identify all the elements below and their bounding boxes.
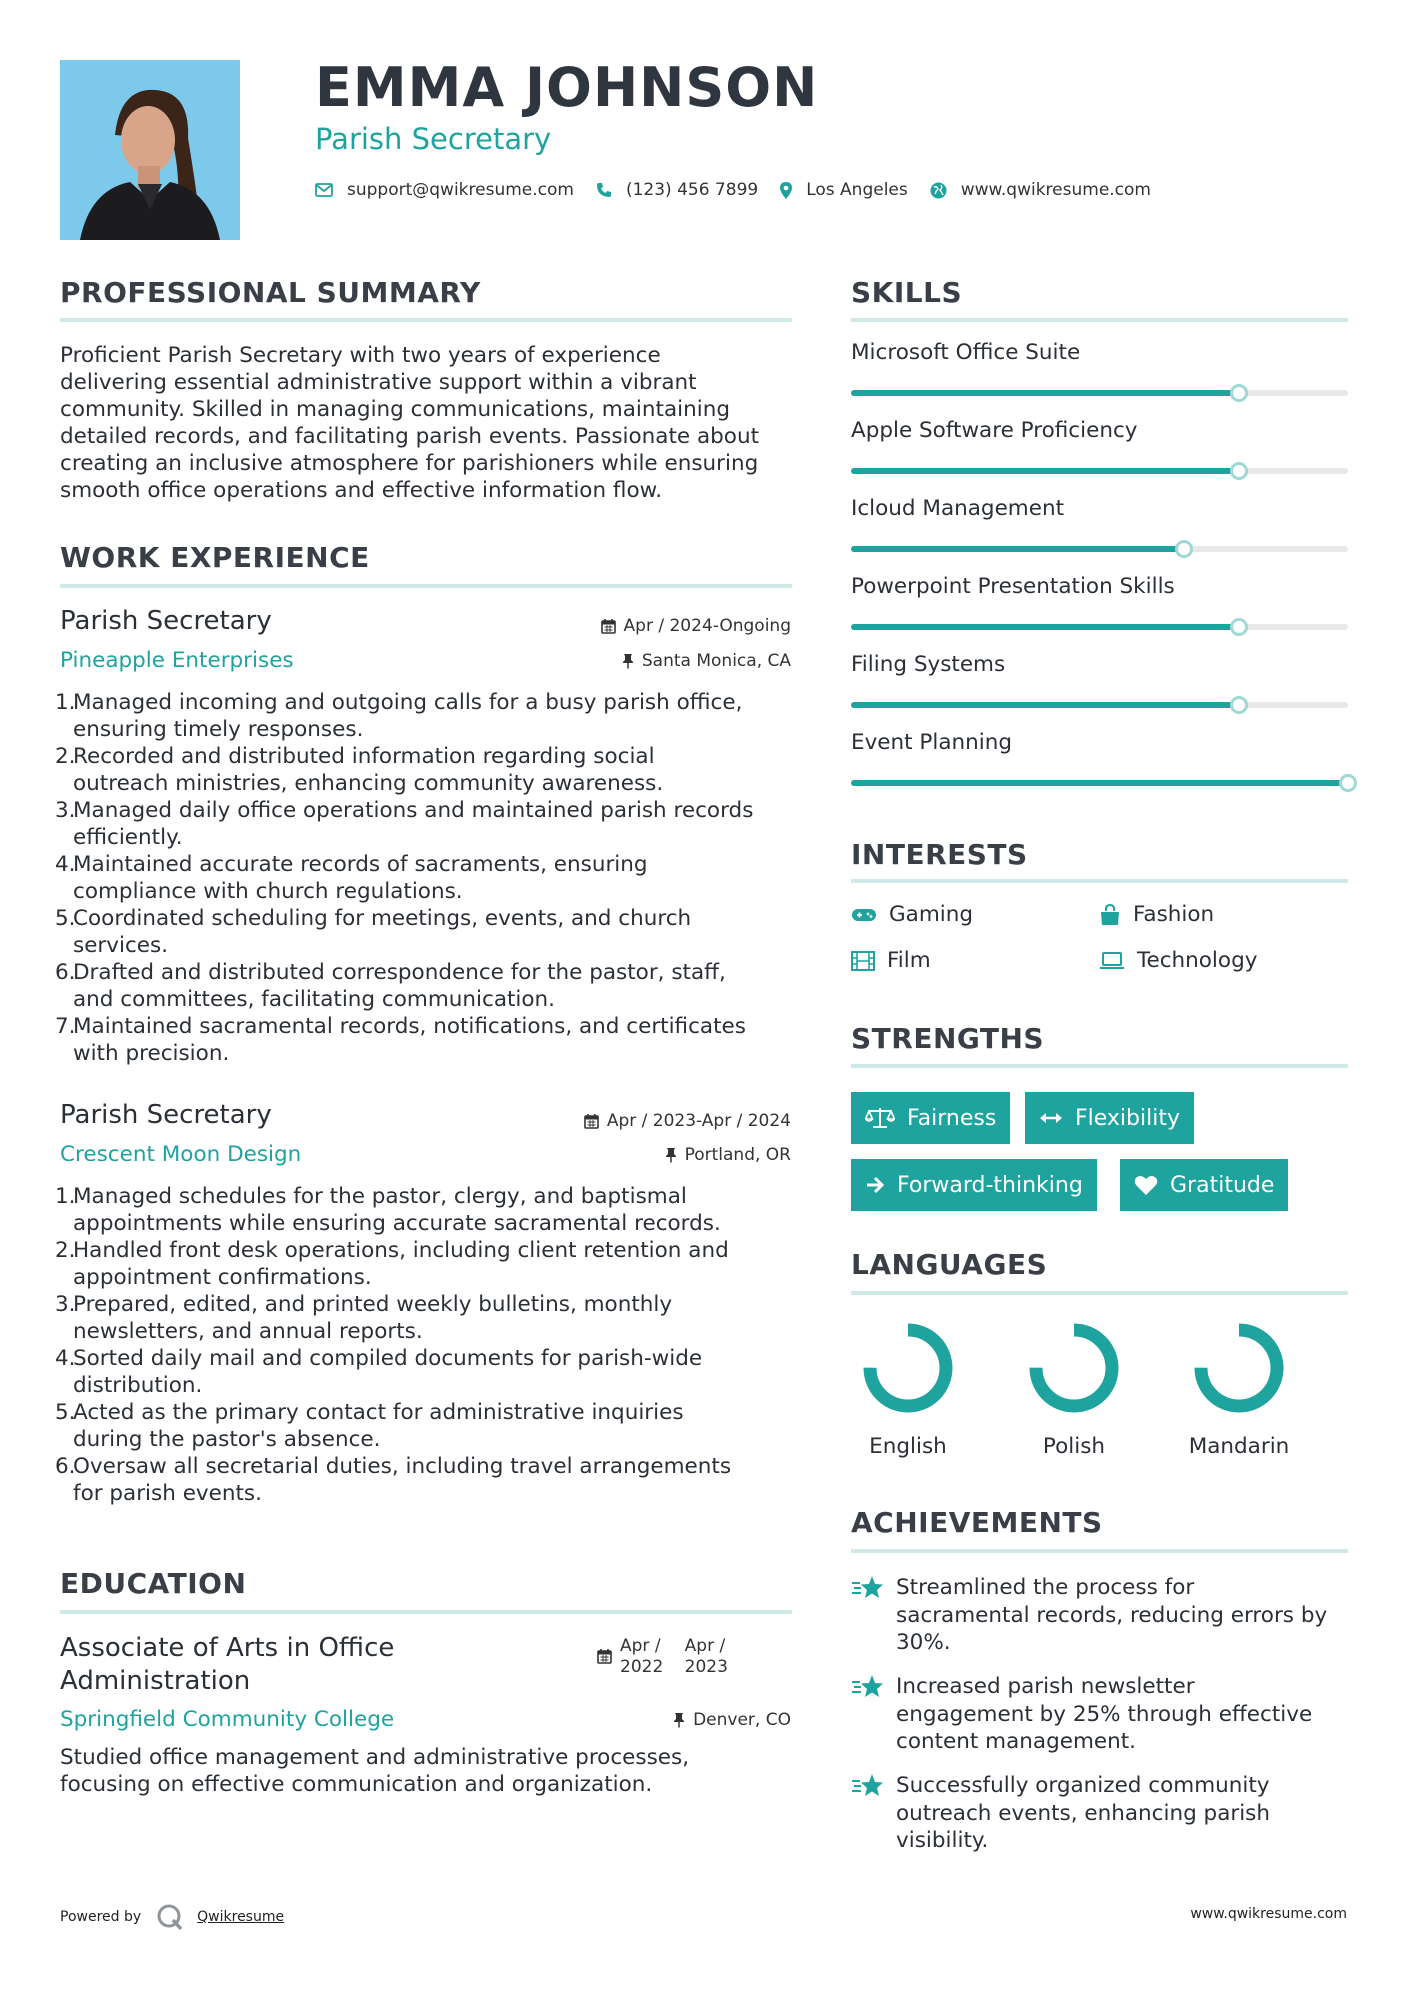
star-award-icon bbox=[851, 1673, 885, 1705]
education-end bbox=[685, 1636, 728, 1678]
summary-line: detailed records, and facilitating parish events. Passionate about bbox=[60, 424, 760, 449]
skill-bar-fill bbox=[851, 702, 1239, 708]
description-line: focusing on effective communication and organization. bbox=[60, 1772, 653, 1797]
list-item: 3. Managed daily office operations and maintained parish records efficiently. bbox=[55, 797, 815, 851]
location-text: Los Angeles bbox=[806, 180, 908, 200]
list-item: 1. Managed schedules for the pastor, clergy, and baptismal appointments while ensuring accurate sacramental records. bbox=[55, 1183, 815, 1237]
language-level-arc bbox=[1036, 1330, 1112, 1406]
pushpin-icon bbox=[673, 1712, 685, 1728]
education-start bbox=[620, 1636, 663, 1678]
phone-icon bbox=[596, 182, 612, 198]
job-title: Parish Secretary bbox=[60, 1100, 272, 1130]
list-item: 6. Oversaw all secretarial duties, including travel arrangements for parish events. bbox=[55, 1453, 815, 1507]
bullet-line: ensuring timely responses. bbox=[73, 717, 364, 742]
brand-link[interactable]: Qwikresume bbox=[197, 1909, 285, 1925]
bullet-line: Managed schedules for the pastor, clergy, and baptismal bbox=[73, 1184, 687, 1209]
bullet-line: during the pastor's absence. bbox=[73, 1427, 381, 1452]
skill-level-knob bbox=[1339, 774, 1357, 792]
map-pin-icon bbox=[780, 182, 792, 199]
skill-label: Icloud Management bbox=[851, 496, 1065, 521]
language-label: Polish bbox=[1042, 1434, 1106, 1459]
strengths-heading: STRENGTHS bbox=[851, 1022, 1045, 1055]
bullet-line: Coordinated scheduling for meetings, events, and church bbox=[73, 906, 692, 931]
skill-bar-track bbox=[851, 780, 1348, 786]
job-location-text: Santa Monica, CA bbox=[641, 651, 791, 671]
skill-bar-track bbox=[851, 624, 1348, 630]
list-item: 5. Coordinated scheduling for meetings, events, and church services. bbox=[55, 905, 815, 959]
bullet-line: Prepared, edited, and printed weekly bulletins, monthly bbox=[73, 1292, 673, 1317]
list-item: 4. Maintained accurate records of sacraments, ensuring compliance with church regulations. bbox=[55, 851, 815, 905]
company-name[interactable]: Crescent Moon Design bbox=[60, 1142, 302, 1167]
degree-line: Associate of Arts in Office bbox=[60, 1633, 395, 1663]
contact-website[interactable] bbox=[930, 180, 1151, 200]
bullet-line: Oversaw all secretarial duties, including travel arrangements bbox=[73, 1454, 732, 1479]
achievement-line: Successfully organized community bbox=[896, 1773, 1270, 1798]
summary-line: creating an inclusive atmosphere for parishioners while ensuring bbox=[60, 451, 759, 476]
powered-by-text: Powered by bbox=[60, 1909, 142, 1925]
interest-fashion bbox=[1099, 902, 1214, 927]
language-label: Mandarin bbox=[1188, 1434, 1290, 1459]
job-dates bbox=[601, 616, 791, 636]
languages-divider bbox=[851, 1291, 1348, 1295]
company-name[interactable]: Pineapple Enterprises bbox=[60, 648, 294, 673]
job-bullets bbox=[55, 689, 815, 1067]
bullet-line: appointment confirmations. bbox=[73, 1265, 372, 1290]
heart-icon bbox=[1134, 1175, 1158, 1196]
strength-chip-fairness bbox=[851, 1092, 1010, 1144]
bullet-line: outreach ministries, enhancing community awareness. bbox=[73, 771, 664, 796]
contact-email[interactable] bbox=[315, 180, 574, 200]
language-level-ring bbox=[1191, 1320, 1287, 1416]
qwikresume-logo-icon bbox=[155, 1902, 185, 1932]
bullet-line: Sorted daily mail and compiled documents for parish-wide bbox=[73, 1346, 703, 1371]
bullet-line: distribution. bbox=[73, 1373, 203, 1398]
strength-label: Forward-thinking bbox=[897, 1172, 1083, 1198]
achievements-divider bbox=[851, 1549, 1348, 1553]
bullet-line: services. bbox=[73, 933, 169, 958]
job-dates bbox=[584, 1111, 791, 1131]
skill-level-knob bbox=[1230, 618, 1248, 636]
skill-label: Powerpoint Presentation Skills bbox=[851, 574, 1175, 599]
bullet-line: and committees, facilitating communication. bbox=[73, 987, 556, 1012]
bullet-line: appointments while ensuring accurate sacramental records. bbox=[73, 1211, 721, 1236]
bullet-line: Acted as the primary contact for administrative inquiries bbox=[73, 1400, 684, 1425]
achievement-line: content management. bbox=[896, 1729, 1137, 1754]
strength-label: Fairness bbox=[907, 1105, 997, 1131]
strength-chip-gratitude bbox=[1120, 1159, 1288, 1211]
pushpin-icon bbox=[622, 653, 634, 669]
bullet-line: newsletters, and annual reports. bbox=[73, 1319, 423, 1344]
summary-divider bbox=[60, 318, 792, 322]
achievement-line: Increased parish newsletter bbox=[896, 1674, 1195, 1699]
languages-heading: LANGUAGES bbox=[851, 1248, 1048, 1281]
bullet-line: Maintained sacramental records, notifications, and certificates bbox=[73, 1014, 746, 1039]
list-item: 2. Handled front desk operations, including client retention and appointment confirmations. bbox=[55, 1237, 815, 1291]
achievement-line: Streamlined the process for bbox=[896, 1575, 1195, 1600]
job-title: Parish Secretary bbox=[60, 606, 272, 636]
bullet-line: Recorded and distributed information regarding social bbox=[73, 744, 655, 769]
skills-divider bbox=[851, 318, 1348, 322]
globe-icon bbox=[930, 182, 947, 199]
list-item: 5. Acted as the primary contact for administrative inquiries during the pastor's absence. bbox=[55, 1399, 815, 1453]
education-divider bbox=[60, 1610, 792, 1614]
bullet-line: Handled front desk operations, including client retention and bbox=[73, 1238, 729, 1263]
experience-divider bbox=[60, 584, 792, 588]
summary-heading: PROFESSIONAL SUMMARY bbox=[60, 276, 481, 309]
film-icon bbox=[851, 951, 875, 971]
summary-line: smooth office operations and effective information flow. bbox=[60, 478, 663, 503]
education-location-text: Denver, CO bbox=[693, 1710, 791, 1730]
interest-gaming bbox=[851, 902, 973, 927]
skill-bar-track bbox=[851, 702, 1348, 708]
star-award-icon bbox=[851, 1574, 885, 1606]
job-location bbox=[622, 651, 791, 671]
footer-website[interactable]: www.qwikresume.com bbox=[1190, 1906, 1347, 1922]
start-month: Apr / bbox=[620, 1636, 661, 1656]
skill-label: Microsoft Office Suite bbox=[851, 340, 1081, 365]
bullet-line: efficiently. bbox=[73, 825, 183, 850]
contact-phone[interactable] bbox=[596, 180, 758, 200]
skill-bar-track bbox=[851, 390, 1348, 396]
school-name[interactable]: Springfield Community College bbox=[60, 1707, 395, 1732]
job-bullets bbox=[55, 1183, 815, 1507]
skill-bar-fill bbox=[851, 390, 1239, 396]
bullet-line: Managed incoming and outgoing calls for a busy parish office, bbox=[73, 690, 743, 715]
interest-label: Technology bbox=[1137, 948, 1258, 973]
phone-text: (123) 456 7899 bbox=[625, 180, 759, 200]
strength-chip-flexibility bbox=[1025, 1092, 1194, 1144]
description-line: Studied office management and administrative processes, bbox=[60, 1745, 690, 1770]
education-heading: EDUCATION bbox=[60, 1567, 247, 1600]
bullet-line: with precision. bbox=[73, 1041, 230, 1066]
website-text: www.qwikresume.com bbox=[960, 180, 1151, 200]
list-item: 7. Maintained sacramental records, notifications, and certificates with precision. bbox=[55, 1013, 815, 1067]
strength-label: Flexibility bbox=[1075, 1105, 1180, 1131]
interest-label: Gaming bbox=[889, 902, 974, 927]
achievement-line: 30%. bbox=[896, 1630, 951, 1655]
profile-photo bbox=[60, 60, 240, 240]
strength-label: Gratitude bbox=[1170, 1172, 1275, 1198]
email-text: support@qwikresume.com bbox=[347, 180, 574, 200]
laptop-icon bbox=[1099, 952, 1125, 970]
achievement-item bbox=[896, 1673, 1356, 1756]
interests-divider bbox=[851, 879, 1348, 883]
achievement-item bbox=[896, 1574, 1356, 1657]
list-item: 2. Recorded and distributed information regarding social outreach ministries, enhancing community awareness. bbox=[55, 743, 815, 797]
skill-bar-fill bbox=[851, 624, 1239, 630]
arrow-right-icon bbox=[865, 1176, 885, 1194]
skill-bar-fill bbox=[851, 780, 1348, 786]
interest-label: Film bbox=[887, 948, 931, 973]
job-dates-text: Apr / 2024-Ongoing bbox=[623, 616, 791, 636]
strength-chip-forward-thinking bbox=[851, 1159, 1097, 1211]
achievement-line: sacramental records, reducing errors by bbox=[896, 1602, 1328, 1628]
job-location bbox=[665, 1145, 791, 1165]
summary-line: Proficient Parish Secretary with two years of experience bbox=[60, 343, 661, 368]
summary-line: delivering essential administrative support within a vibrant bbox=[60, 370, 697, 395]
skill-level-knob bbox=[1230, 696, 1248, 714]
bullet-line: Managed daily office operations and maintained parish records bbox=[73, 798, 754, 823]
language-level-arc bbox=[1201, 1330, 1277, 1406]
bullet-line: compliance with church regulations. bbox=[73, 879, 463, 904]
skill-level-knob bbox=[1230, 462, 1248, 480]
bullet-line: Maintained accurate records of sacraments, ensuring bbox=[73, 852, 648, 877]
achievement-line: visibility. bbox=[896, 1828, 989, 1853]
interest-technology bbox=[1099, 948, 1257, 973]
bag-icon bbox=[1099, 904, 1121, 926]
candidate-title: Parish Secretary bbox=[315, 122, 552, 156]
job-dates-text: Apr / 2023-Apr / 2024 bbox=[606, 1111, 791, 1131]
job-location-text: Portland, OR bbox=[684, 1145, 791, 1165]
contact-location bbox=[780, 180, 908, 200]
skill-bar-fill bbox=[851, 546, 1184, 552]
gamepad-icon bbox=[851, 907, 877, 923]
candidate-name: EMMA JOHNSON bbox=[315, 56, 819, 119]
skill-label: Event Planning bbox=[851, 730, 1013, 755]
calendar-icon bbox=[597, 1648, 612, 1664]
scale-icon bbox=[865, 1106, 895, 1130]
education-description bbox=[60, 1744, 800, 1798]
experience-heading: WORK EXPERIENCE bbox=[60, 541, 370, 574]
interest-label: Fashion bbox=[1133, 902, 1215, 927]
education-dates bbox=[597, 1636, 728, 1678]
skill-label: Apple Software Proficiency bbox=[851, 418, 1138, 443]
skill-level-knob bbox=[1230, 384, 1248, 402]
footer-branding bbox=[60, 1902, 284, 1932]
achievements-heading: ACHIEVEMENTS bbox=[851, 1506, 1103, 1539]
end-month: Apr / bbox=[684, 1636, 726, 1656]
bullet-line: for parish events. bbox=[73, 1481, 262, 1506]
achievement-line: engagement by 25% through effective bbox=[896, 1701, 1313, 1727]
end-year: 2023 bbox=[684, 1657, 728, 1677]
start-year: 2022 bbox=[620, 1657, 664, 1677]
skill-bar-fill bbox=[851, 468, 1239, 474]
degree-title bbox=[60, 1632, 394, 1698]
achievement-line: outreach events, enhancing parish bbox=[896, 1800, 1271, 1826]
degree-line: Administration bbox=[60, 1666, 251, 1696]
language-label: English bbox=[869, 1434, 947, 1459]
pushpin-icon bbox=[665, 1147, 677, 1163]
achievement-item bbox=[896, 1772, 1356, 1855]
interest-film bbox=[851, 948, 931, 973]
language-level-ring bbox=[860, 1320, 956, 1416]
skill-level-knob bbox=[1175, 540, 1193, 558]
skills-heading: SKILLS bbox=[851, 276, 963, 309]
contact-bar bbox=[315, 180, 1173, 200]
star-award-icon bbox=[851, 1772, 885, 1804]
strengths-divider bbox=[851, 1064, 1348, 1068]
interests-heading: INTERESTS bbox=[851, 838, 1028, 871]
skill-bar-track bbox=[851, 546, 1348, 552]
list-item: 3. Prepared, edited, and printed weekly bulletins, monthly newsletters, and annual reports. bbox=[55, 1291, 815, 1345]
envelope-icon bbox=[315, 183, 333, 197]
date-separator bbox=[671, 1636, 676, 1678]
list-item: 1. Managed incoming and outgoing calls for a busy parish office, ensuring timely responses. bbox=[55, 689, 815, 743]
calendar-icon bbox=[584, 1113, 599, 1129]
arrows-horizontal-icon bbox=[1039, 1111, 1063, 1125]
bullet-line: Drafted and distributed correspondence for the pastor, staff, bbox=[73, 960, 726, 985]
list-item: 6. Drafted and distributed correspondence for the pastor, staff, and committees, facilitating communication. bbox=[55, 959, 815, 1013]
summary-text bbox=[60, 342, 800, 504]
summary-line: community. Skilled in managing communications, maintaining bbox=[60, 397, 730, 422]
calendar-icon bbox=[601, 618, 616, 634]
language-level-ring bbox=[1026, 1320, 1122, 1416]
list-item: 4. Sorted daily mail and compiled documents for parish-wide distribution. bbox=[55, 1345, 815, 1399]
language-level-arc bbox=[870, 1330, 946, 1406]
skill-bar-track bbox=[851, 468, 1348, 474]
skill-label: Filing Systems bbox=[851, 652, 1006, 677]
education-location bbox=[673, 1710, 791, 1730]
